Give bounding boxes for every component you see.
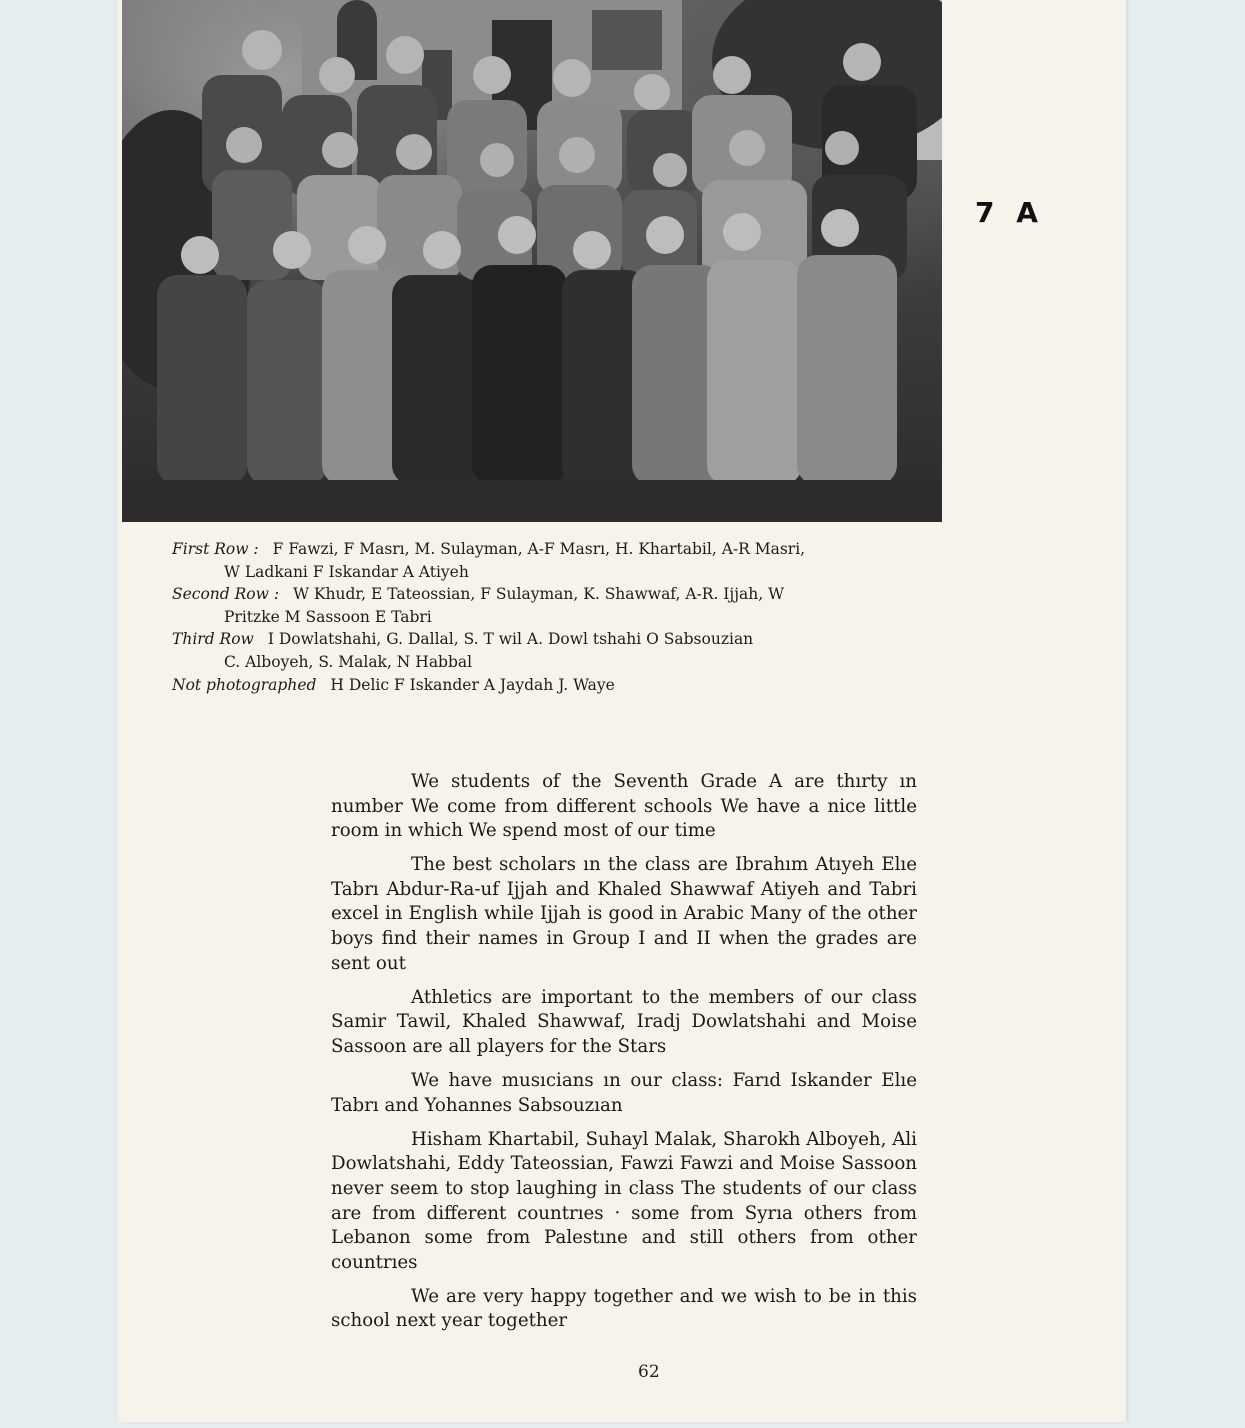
caption-names: W Khudr, E Tateossian, F Sulayman, K. Shawwaf, A-R. Ijjah, W xyxy=(293,585,785,604)
class-label: 7 A xyxy=(975,196,1044,229)
paragraph: We are very happy together and we wish to be in this school next year together xyxy=(331,1285,917,1332)
paragraph: We have musıcians ın our class: Farıd Iskander Elıe Tabrı and Yohannes Sabsouzıan xyxy=(331,1070,917,1116)
caption-row-label: Second Row : xyxy=(172,585,280,604)
caption-not-photographed xyxy=(172,674,902,697)
caption-names: H Delic F Iskander A Jaydah J. Waye xyxy=(330,675,615,694)
caption-row-label: Third Row xyxy=(172,630,254,649)
caption-second-row xyxy=(172,583,902,606)
caption-first-row xyxy=(172,538,902,561)
article-body xyxy=(331,770,917,1343)
caption-names: I Dowlatshahi, G. Dallal, S. T wil A. Dowl tshahi O Sabsouzian xyxy=(267,630,754,649)
caption-names: C. Alboyeh, S. Malak, N Habbal xyxy=(224,652,473,671)
caption-names: Pritzke M Sassoon E Tabri xyxy=(224,607,432,626)
caption-names: W Ladkani F Iskandar A Atiyeh xyxy=(224,562,469,581)
class-group-photo-icon xyxy=(122,0,942,522)
paragraph: Hisham Khartabil, Suhayl Malak, Sharokh Alboyeh, Ali Dowlatshahi, Eddy Tateossian, Fawzi Fawzi and Moise Sassoon never seem to stop laughing in class The students of our class are from different countrıes · some from Syrıa others from Lebanon some from Palestıne and still others from other countrıes xyxy=(331,1128,917,1273)
photo-caption xyxy=(172,538,902,696)
caption-third-row xyxy=(172,628,902,651)
page-number: 62 xyxy=(638,1362,660,1382)
class-photo xyxy=(122,0,942,522)
caption-names: F Fawzi, F Masrı, M. Sulayman, A-F Masrı, H. Khartabil, A-R Masri, xyxy=(272,540,806,558)
paragraph: Athletics are important to the members of our class Samir Tawil, Khaled Shawwaf, Iradj Dowlatshahi and Moise Sassoon are all players for the Stars xyxy=(331,986,917,1057)
paragraph: The best scholars ın the class are Ibrahım Atıyeh Elıe Tabrı Abdur-Ra-uf Ijjah and Khaled Shawwaf Atiyeh and Tabri excel in English while Ijjah is good in Arabic Many of the other boys find their names in Group I and II when the grades are sent out xyxy=(331,854,917,974)
caption-row-label: Not photographed xyxy=(172,675,317,694)
caption-row-label: First Row : xyxy=(172,540,259,558)
paragraph: We students of the Seventh Grade A are thırty ın number We come from different schools We have a nice little room in which We spend most of our time xyxy=(331,771,917,842)
